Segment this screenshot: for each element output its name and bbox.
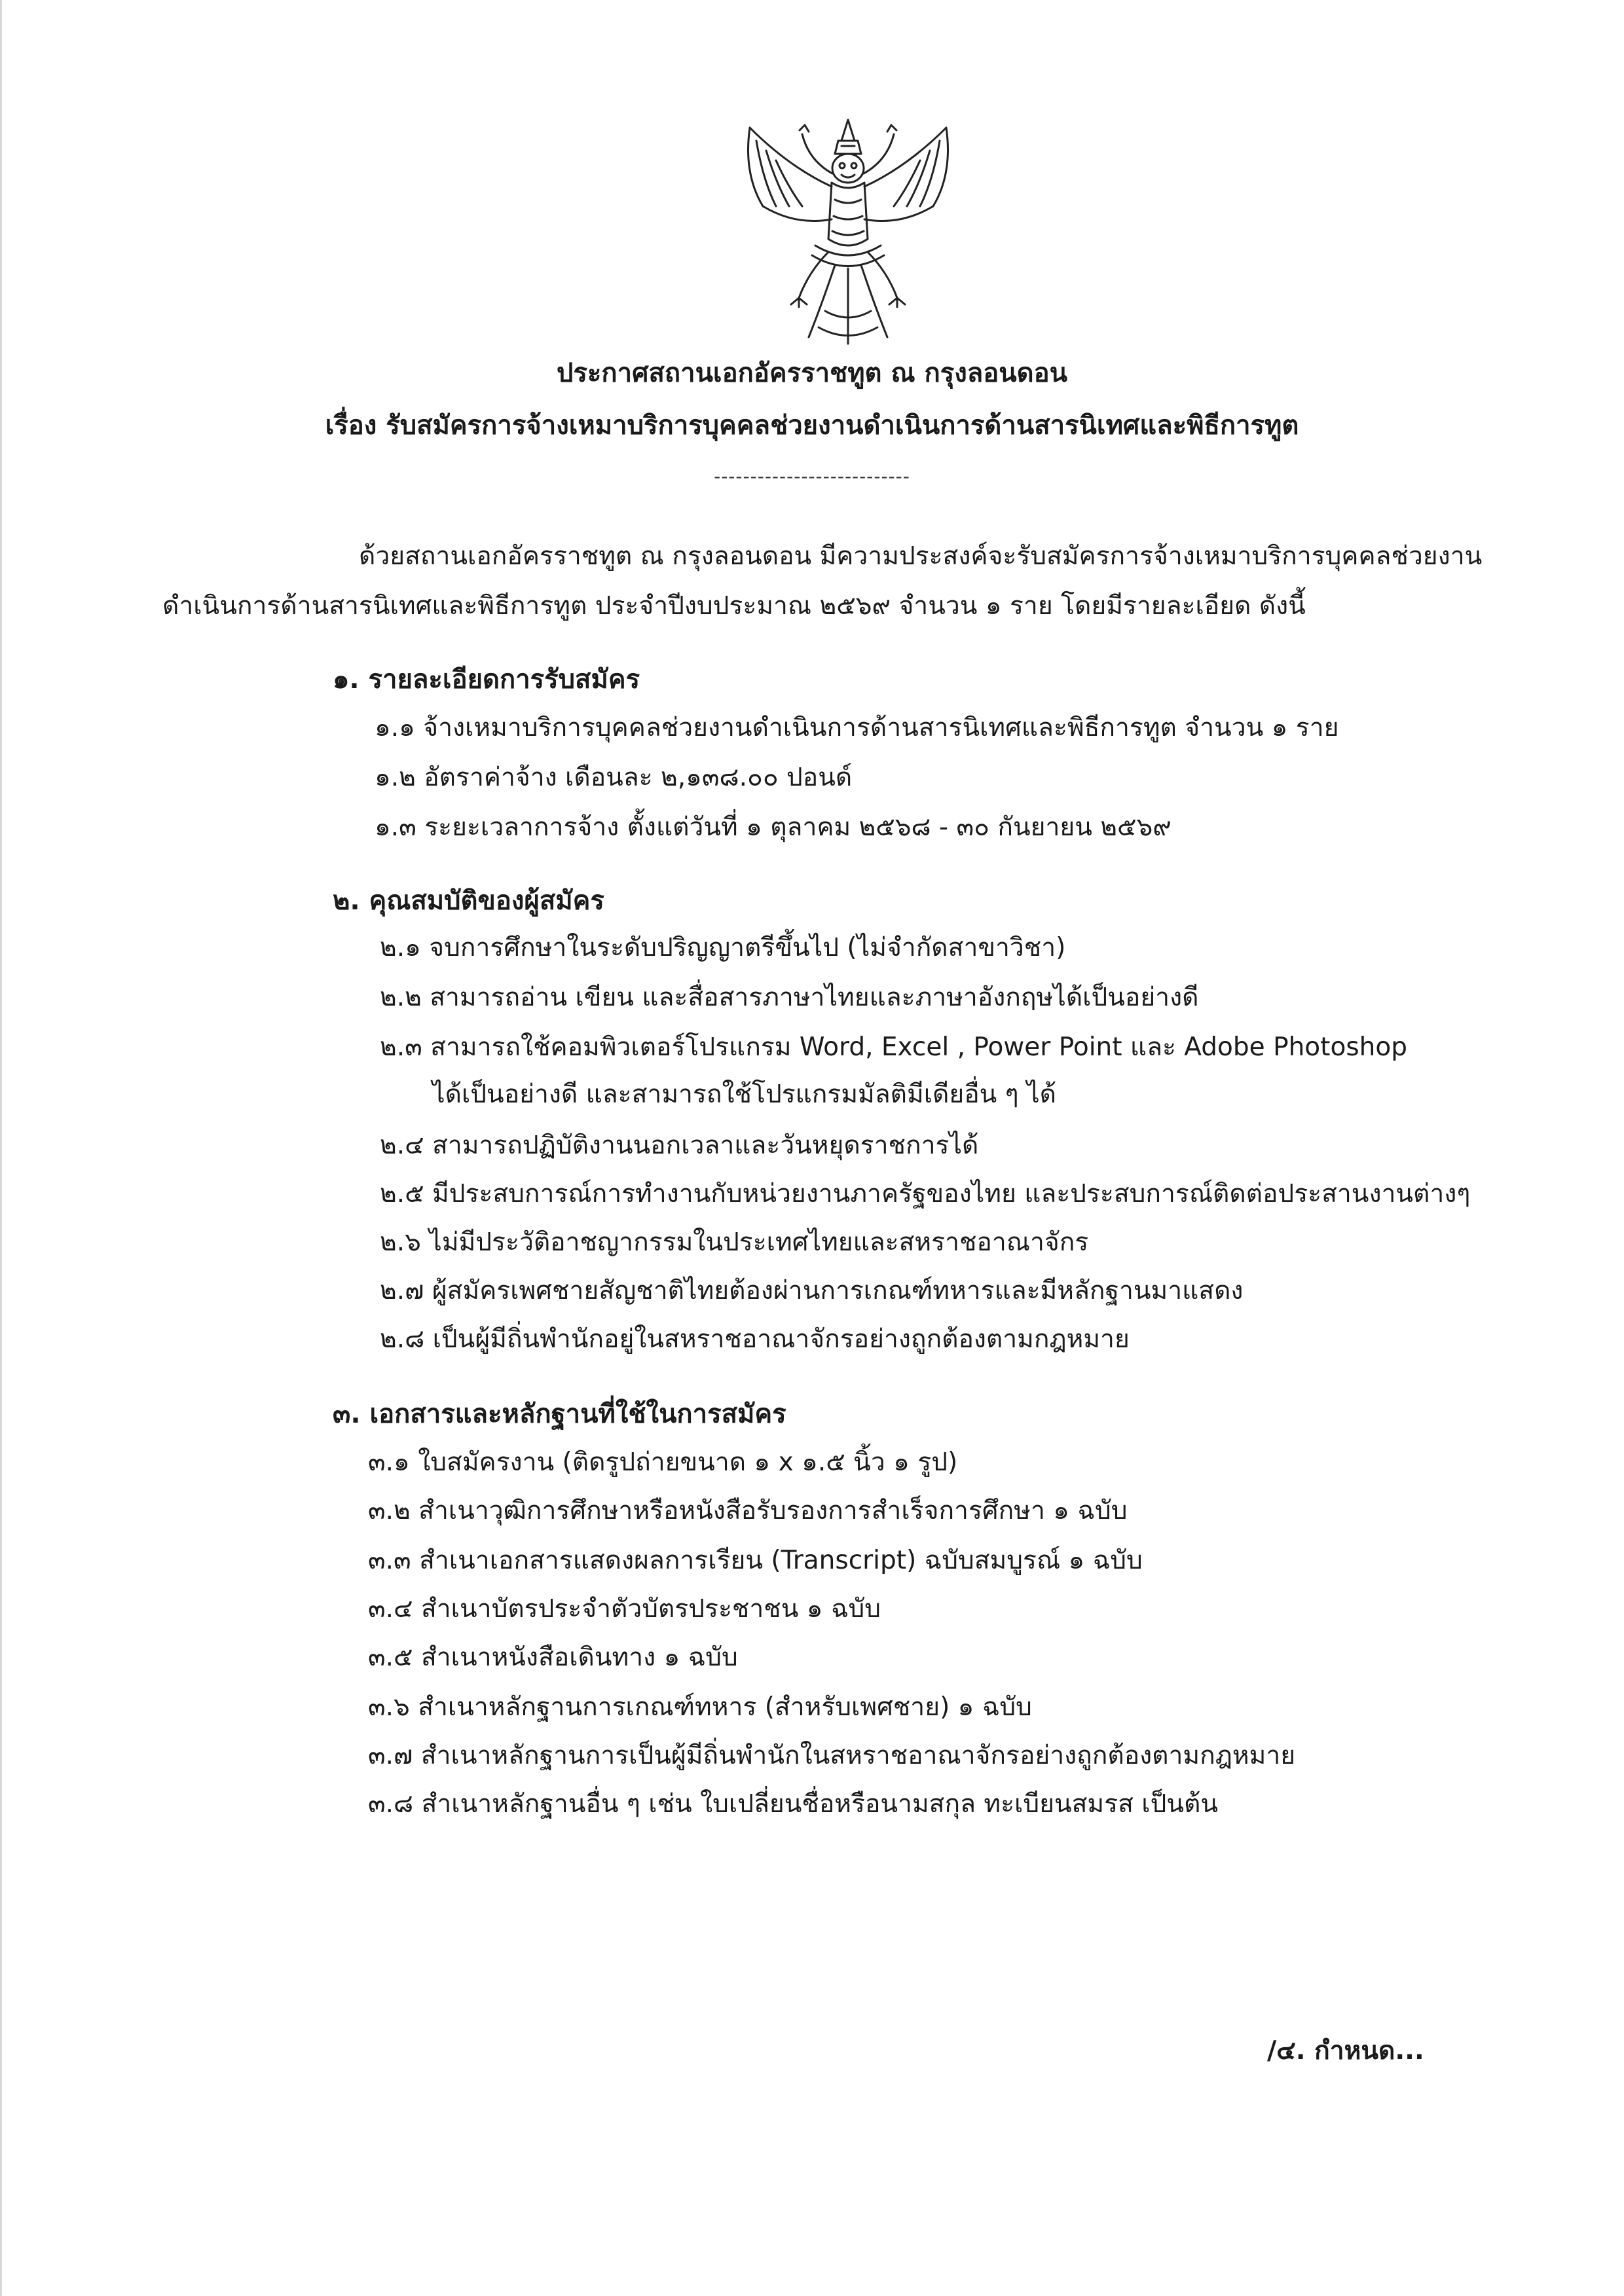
section-2-item: ๒.๔ สามารถปฏิบัติงานนอกเวลาและวันหยุดราชการได้ [380,1131,979,1160]
section-1-item: ๑.๓ ระยะเวลาการจ้าง ตั้งแต่วันที่ ๑ ตุลาคม ๒๕๖๘ - ๓๐ กันยายน ๒๕๖๙ [375,812,1172,842]
section-3-item: ๓.๗ สำเนาหลักฐานการเป็นผู้มีถิ่นพำนักในสหราชอาณาจักรอย่างถูกต้องตามกฎหมาย [368,1741,1296,1770]
section-2-heading: ๒. คุณสมบัติของผู้สมัคร [333,886,604,916]
section-2-item: ๒.๖ ไม่มีประวัติอาชญากรรมในประเทศไทยและสหราชอาณาจักร [380,1228,1089,1257]
section-2-item-continued: ได้เป็นอย่างดี และสามารถใช้โปรแกรมมัลติมีเดียอื่น ๆ ได้ [432,1080,1056,1109]
page-edge [0,0,2,2296]
separator: --------------------------- [714,465,910,487]
document-subject: เรื่อง รับสมัครการจ้างเหมาบริการบุคคลช่วยงานดำเนินการด้านสารนิเทศและพิธีการทูต [325,410,1299,441]
section-3-item: ๓.๘ สำเนาหลักฐานอื่น ๆ เช่น ใบเปลี่ยนชื่อหรือนามสกุล ทะเบียนสมรส เป็นต้น [368,1789,1219,1819]
section-3-item: ๓.๕ สำเนาหนังสือเดินทาง ๑ ฉบับ [368,1643,738,1672]
document-title: ประกาศสถานเอกอัครราชทูต ณ กรุงลอนดอน [557,358,1067,388]
section-3-item: ๓.๓ สำเนาเอกสารแสดงผลการเรียน (Transcript) ฉบับสมบูรณ์ ๑ ฉบับ [368,1546,1143,1575]
intro-line-2: ดำเนินการด้านสารนิเทศและพิธีการทูต ประจำปีงบประมาณ ๒๕๖๙ จำนวน ๑ ราย โดยมีรายละเอียด ดังนี้ [162,591,1306,621]
section-2-item: ๒.๒ สามารถอ่าน เขียน และสื่อสารภาษาไทยและภาษาอังกฤษได้เป็นอย่างดี [380,983,1199,1012]
section-3-item: ๓.๑ ใบสมัครงาน (ติดรูปถ่ายขนาด ๑ x ๑.๕ นิ้ว ๑ รูป) [368,1448,958,1477]
section-3-item: ๓.๔ สำเนาบัตรประจำตัวบัตรประชาชน ๑ ฉบับ [368,1594,881,1624]
page-continuation: /๔. กำหนด... [1267,2036,1424,2066]
section-2-item: ๒.๗ ผู้สมัครเพศชายสัญชาติไทยต้องผ่านการเกณฑ์ทหารและมีหลักฐานมาแสดง [380,1276,1244,1305]
section-3-item: ๓.๒ สำเนาวุฒิการศึกษาหรือหนังสือรับรองการสำเร็จการศึกษา ๑ ฉบับ [368,1496,1128,1525]
section-1-heading: ๑. รายละเอียดการรับสมัคร [333,665,640,695]
section-1-item: ๑.๒ อัตราค่าจ้าง เดือนละ ๒,๑๓๘.๐๐ ปอนด์ [375,763,853,792]
section-3-heading: ๓. เอกสารและหลักฐานที่ใช้ในการสมัคร [333,1399,786,1429]
section-1-item: ๑.๑ จ้างเหมาบริการบุคคลช่วยงานดำเนินการด้านสารนิเทศและพิธีการทูต จำนวน ๑ ราย [375,713,1339,742]
section-2-item: ๒.๘ เป็นผู้มีถิ่นพำนักอยู่ในสหราชอาณาจักรอย่างถูกต้องตามกฎหมาย [380,1324,1130,1354]
garuda-emblem-icon [737,115,959,350]
section-2-item: ๒.๑ จบการศึกษาในระดับปริญญาตรีขึ้นไป (ไม่จำกัดสาขาวิชา) [380,933,1066,962]
section-2-item: ๒.๓ สามารถใช้คอมพิวเตอร์โปรแกรม Word, Excel , Power Point และ Adobe Photoshop [380,1032,1407,1062]
section-2-item: ๒.๕ มีประสบการณ์การทำงานกับหน่วยงานภาครัฐของไทย และประสบการณ์ติดต่อประสานงานต่างๆ [380,1179,1471,1209]
section-3-item: ๓.๖ สำเนาหลักฐานการเกณฑ์ทหาร (สำหรับเพศชาย) ๑ ฉบับ [368,1692,1032,1722]
intro-line-1: ด้วยสถานเอกอัครราชทูต ณ กรุงลอนดอน มีความประสงค์จะรับสมัครการจ้างเหมาบริการบุคคลช่วยงาน [359,541,1483,571]
